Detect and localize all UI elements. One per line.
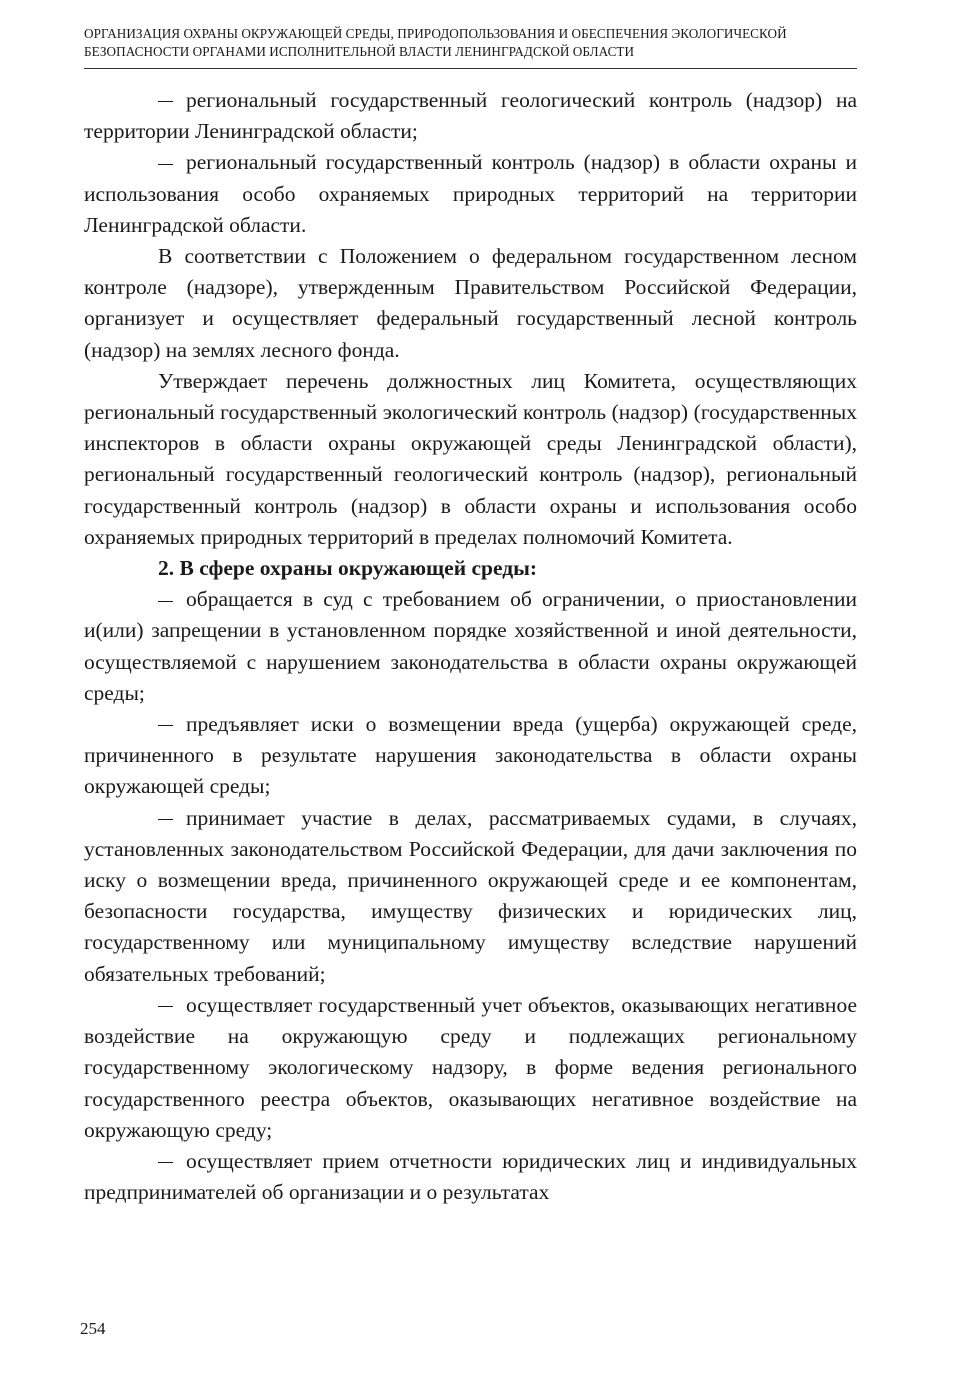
section-heading-environment: 2. В сфере охраны окружающей среды: bbox=[158, 556, 538, 581]
paragraph-text: осуществляет прием отчетности юридических лиц и индивидуальных предпринимателей об организации и о результатах bbox=[84, 1148, 857, 1205]
paragraph-text: осуществляет государственный учет объектов, оказывающих негативное воздействие на окружающую среду и подлежащих региональному государственному экологическому надзору, в форме ведения регионального государственного реестра объектов, оказывающих негативное воздействие на окружающую среду; bbox=[84, 992, 857, 1142]
paragraph-text: обращается в суд с требованием об ограничении, о приостановлении и(или) запрещении в установленном порядке хозяйственной и иной деятельности, осуществляемой с нарушением законодательства в области охраны окружающей среды; bbox=[84, 587, 857, 705]
page-number: 254 bbox=[80, 1319, 106, 1338]
list-item-damage-claims bbox=[84, 709, 857, 803]
dash-bullet-icon bbox=[158, 803, 173, 825]
list-item-reporting bbox=[84, 1146, 857, 1208]
header-divider bbox=[84, 68, 857, 69]
dash-bullet-icon bbox=[158, 710, 173, 732]
dash-bullet-icon bbox=[158, 990, 173, 1012]
running-header bbox=[84, 25, 857, 61]
dash-bullet-icon bbox=[158, 585, 173, 607]
list-item-protected-areas-control bbox=[84, 147, 857, 241]
paragraph-text: принимает участие в делах, рассматриваемых судами, в случаях, установленных законодательством Российской Федерации, для дачи заключения по иску о возмещении вреда, причиненного окружающей среде и ее компонентам, безопасности государства, имуществу физических и юридических лиц, государственному или муниципальному имуществу вследствие нарушений обязательных требований; bbox=[84, 805, 857, 986]
running-header-line-2: БЕЗОПАСНОСТИ ОРГАНАМИ ИСПОЛНИТЕЛЬНОЙ ВЛАСТИ ЛЕНИНГРАДСКОЙ ОБЛАСТИ bbox=[84, 44, 635, 59]
paragraph-text: региональный государственный геологический контроль (надзор) на территории Ленинградской области; bbox=[84, 88, 857, 144]
list-item-geological-control bbox=[84, 85, 857, 147]
page-body bbox=[84, 85, 857, 1208]
paragraph-text: предъявляет иски о возмещении вреда (ущерба) окружающей среде, причиненного в результате нарушения законодательства в области охраны окружающей среды; bbox=[84, 712, 857, 799]
paragraph-inspectors-list: Утверждает перечень должностных лиц Комитета, осуществляющих региональный государственный экологический контроль (надзор) (государственных инспекторов в области охраны окружающей среды Ленинградской области), региональный государственный геологический контроль (надзор), региональный государственный контроль (надзор) в области охраны и использования особо охраняемых природных территорий в пределах полномочий Комитета. bbox=[84, 368, 857, 549]
list-item-court-participation bbox=[84, 803, 857, 990]
paragraph-forest-control: В соответствии с Положением о федеральном государственном лесном контроле (надзоре), утвержденным Правительством Российской Федерации, организует и осуществляет федеральный государственный лесной контроль (надзор) на землях лесного фонда. bbox=[84, 244, 857, 362]
running-header-line-1: ОРГАНИЗАЦИЯ ОХРАНЫ ОКРУЖАЮЩЕЙ СРЕДЫ, ПРИРОДОПОЛЬЗОВАНИЯ И ОБЕСПЕЧЕНИЯ ЭКОЛОГИЧЕСКОЙ bbox=[84, 26, 787, 41]
dash-bullet-icon bbox=[158, 148, 173, 170]
list-item-state-registry bbox=[84, 990, 857, 1146]
list-item-court-appeal bbox=[84, 584, 857, 709]
paragraph-text: региональный государственный контроль (надзор) в области охраны и использования особо охраняемых природных территорий на территории Ленинградской области. bbox=[84, 150, 857, 237]
dash-bullet-icon bbox=[158, 1146, 173, 1168]
dash-bullet-icon bbox=[158, 86, 173, 108]
